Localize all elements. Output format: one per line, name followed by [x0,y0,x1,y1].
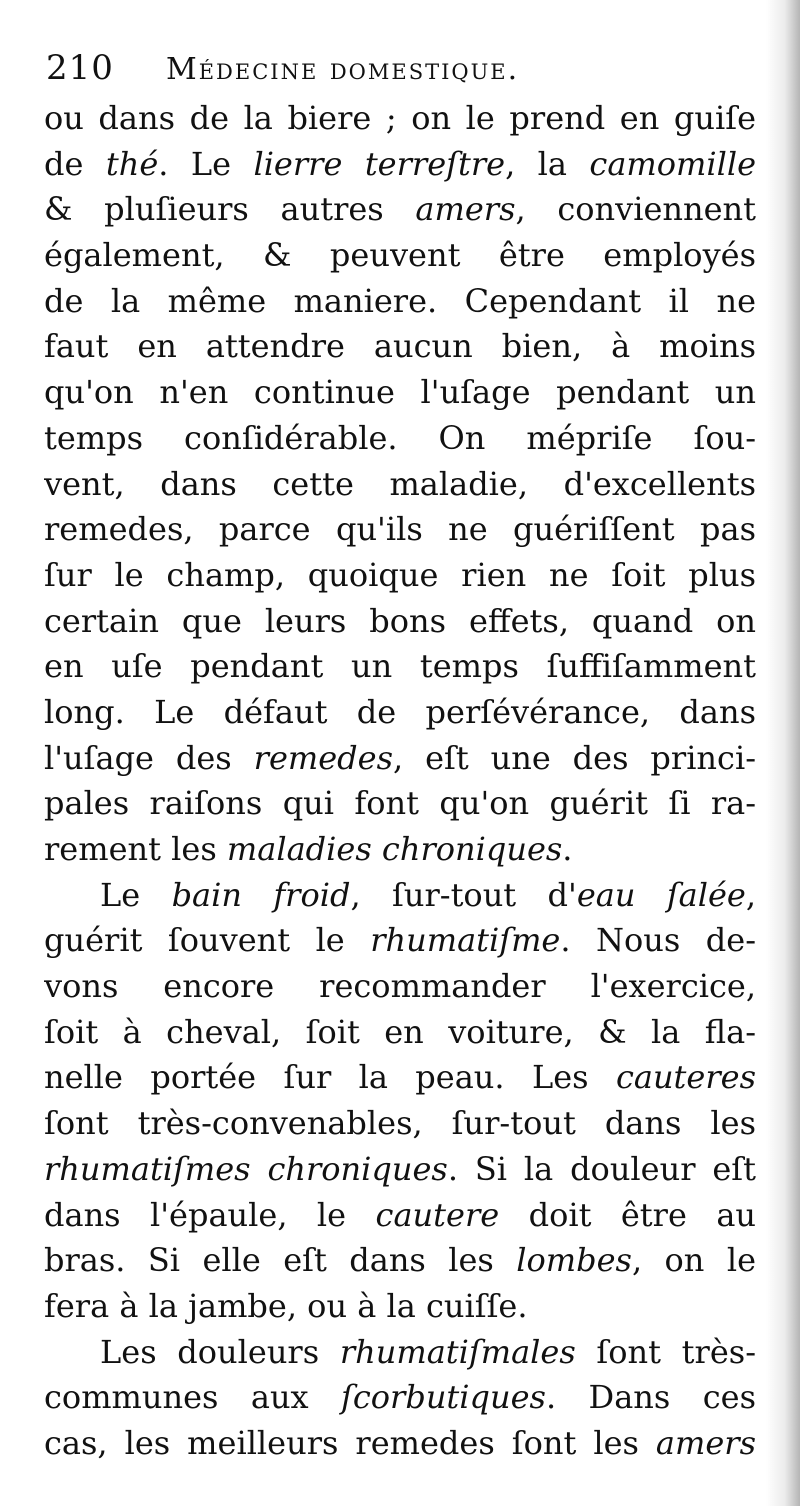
text-segment: dans l'épaule, le [44,1195,376,1234]
page-number: 210 [46,48,114,88]
text-line [44,279,756,325]
text-segment: . Nous de- [560,921,756,960]
text-segment: temps conſidérable. On mépriſe ſou- [44,418,756,457]
text-line [44,187,756,233]
text-line [44,781,756,827]
page-edge-shadow [766,0,800,1506]
italic-text: rhumatiſmales [339,1332,576,1371]
body-text [44,96,756,1467]
text-line [44,233,756,279]
text-segment: faut en attendre aucun bien, à moins [44,327,756,366]
text-segment: ſont très-convenables, ſur-tout dans les [44,1104,756,1143]
text-line [44,1055,756,1101]
text-line [44,918,756,964]
italic-text: lierre terreſtre [253,144,506,183]
text-segment: vent, dans cette maladie, d'excellents [44,464,756,503]
text-segment: certain que leurs bons effets, quand on [44,601,756,640]
text-line [44,96,756,142]
italic-text: amers [655,1423,756,1462]
italic-text: thé [105,144,159,183]
text-segment: , eſt une des princi- [393,738,756,777]
text-segment: ſoit à cheval, ſoit en voiture, & la fla- [44,1012,756,1051]
text-line [44,964,756,1010]
text-line [44,416,756,462]
text-line [44,1147,756,1193]
italic-text: ſcorbutiques [341,1378,546,1417]
italic-text: bain froid [171,875,351,914]
text-segment: guérit ſouvent le [44,921,371,960]
text-segment: rement les [44,830,227,868]
text-segment: , [745,875,756,914]
text-line [44,553,756,599]
text-segment: qu'on n'en continue l'uſage pendant un [44,373,756,412]
text-segment: l'uſage des [44,738,254,777]
text-line [44,827,756,873]
text-line [44,507,756,553]
text-segment: ſont très- [575,1332,756,1371]
text-line [44,1101,756,1147]
text-segment: ou dans de la biere ; on le prend en guiſe [44,99,756,137]
text-segment: pales raiſons qui font qu'on guérit ſi ra- [44,784,756,823]
text-segment: Les douleurs [100,1332,340,1371]
text-line [44,736,756,782]
italic-text: remedes [253,738,393,777]
running-head [46,48,766,98]
text-segment: & pluſieurs autres [44,190,416,229]
text-segment: Le [100,875,172,914]
italic-text: amers [415,190,516,229]
text-line [44,1421,756,1467]
text-line [44,142,756,188]
text-segment: ſur le champ, quoique rien ne ſoit plus [44,555,756,594]
text-segment: doit être au [499,1195,756,1234]
text-line [44,873,756,919]
running-title: Médecine domestique. [166,52,520,87]
text-segment: . Si la douleur eſt [447,1149,756,1188]
text-segment: bras. Si elle eſt dans les [44,1241,517,1280]
text-segment: , on le [631,1241,756,1280]
italic-text: cautere [375,1195,500,1234]
text-line [44,599,756,645]
text-segment: en uſe pendant un temps ſuffiſamment [44,647,756,686]
italic-text: cauteres [615,1058,756,1097]
text-line [44,1010,756,1056]
text-line [44,644,756,690]
text-line [44,462,756,508]
text-segment: . Le [158,144,254,183]
italic-text: camomille [589,144,756,183]
text-segment: de [44,144,106,183]
text-segment: , conviennent [515,190,756,229]
text-line [44,1238,756,1284]
text-line [44,324,756,370]
text-segment: vons encore recommander l'exercice, [44,967,756,1006]
text-line [44,1284,756,1330]
italic-text: maladies chroniques [226,830,563,868]
text-segment: nelle portée ſur la peau. Les [44,1058,616,1097]
text-segment: long. Le défaut de perſévérance, dans [44,692,756,731]
text-segment: remedes, parce qu'ils ne guériſſent pas [44,510,756,549]
text-segment: de la même maniere. Cependant il ne [44,281,756,320]
text-segment: fera à la jambe, ou à la cuiſſe. [44,1286,528,1325]
text-line [44,370,756,416]
text-segment: communes aux [44,1378,341,1417]
text-segment: . Dans ces [545,1378,756,1417]
italic-text: rhumatiſme [370,921,561,960]
text-segment: , ſur-tout d' [350,875,577,914]
text-segment: , la [505,144,590,183]
text-line [44,1330,756,1376]
text-line [44,1375,756,1421]
text-segment: . [562,830,573,868]
italic-text: eau ſalée [576,875,746,914]
text-line [44,1193,756,1239]
italic-text: rhumatiſmes chroniques [44,1149,448,1188]
text-segment: cas, les meilleurs remedes ſont les [44,1423,656,1462]
text-segment: également, & peuvent être employés [44,236,756,275]
text-line [44,690,756,736]
italic-text: lombes [516,1241,632,1280]
